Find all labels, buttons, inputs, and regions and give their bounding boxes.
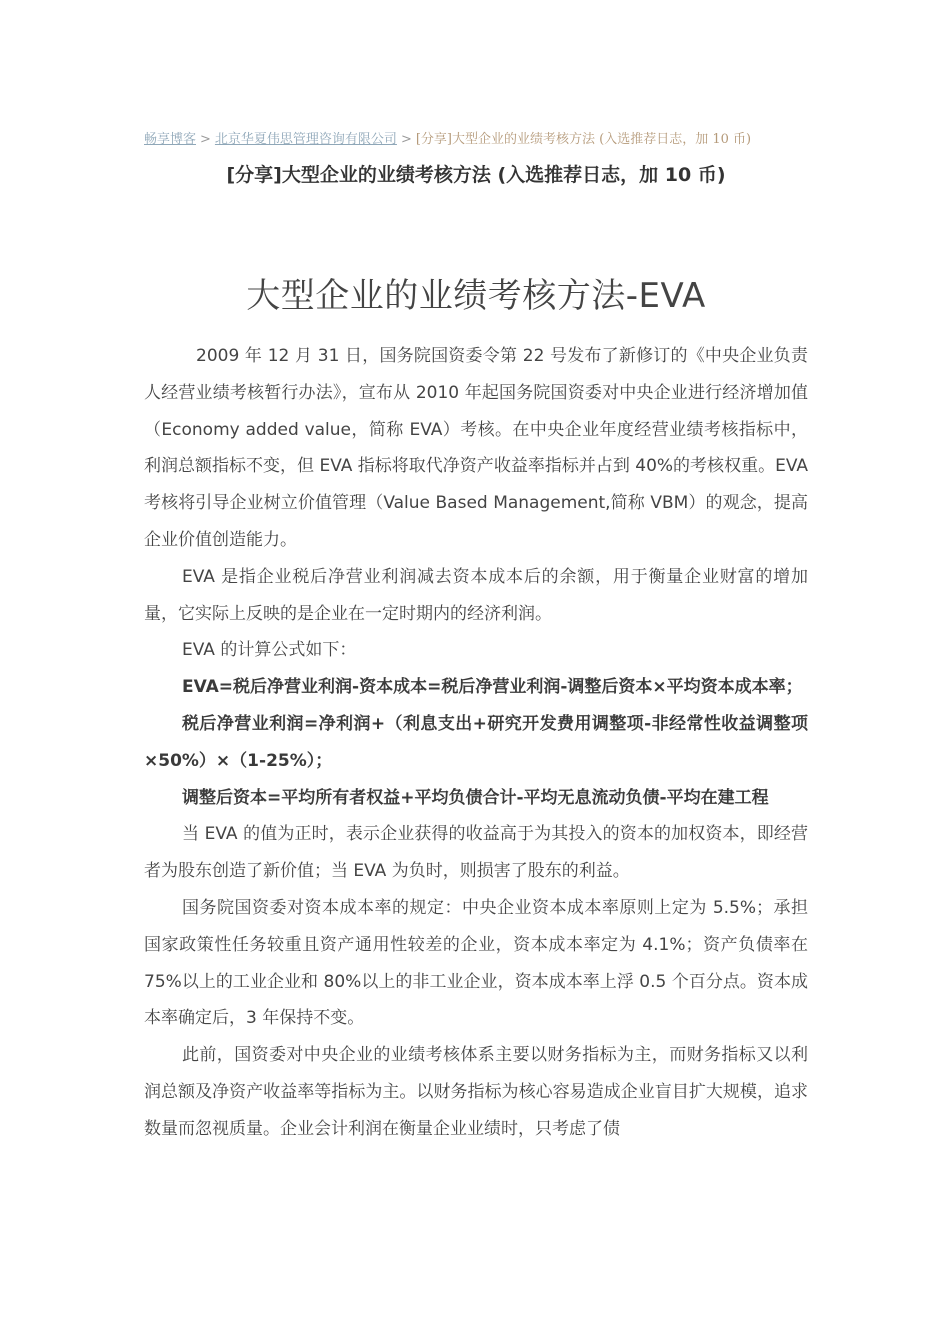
document-title: 大型企业的业绩考核方法-EVA (246, 276, 706, 316)
breadcrumb-current: [分享]大型企业的业绩考核方法 (入选推荐日志，加 10 币) (415, 132, 752, 147)
document-body (144, 338, 808, 1148)
formula-nopat: 税后净营业利润=净利润+（利息支出+研究开发费用调整项-非经常性收益调整项×50%）×（1-25%）； (144, 713, 808, 771)
paragraph-formula-intro: EVA 的计算公式如下： (182, 640, 357, 661)
paragraph-intro: 2009 年 12 月 31 日，国务院国资委令第 22 号发布了新修订的《中央企业负责人经营业绩考核暂行办法》，宣布从 2010 年起国务院国资委对中央企业进行经济增加值（Economy added value，简称 EVA）考核。在中央企业年度经营业绩考核指标中，利润总额指标不变，但 EVA 指标将取代净资产收益率指标并占到 40%的考核权重。EVA 考核将引导企业树立价值管理（Value Based Management,简称 VBM）的观念，提高企业价值创造能力。 (144, 346, 808, 550)
paragraph-eva-definition: EVA 是指企业税后净营业利润减去资本成本后的余额，用于衡量企业财富的增加量，它实际上反映的是企业在一定时期内的经济利润。 (144, 566, 808, 624)
breadcrumb-separator: > (400, 132, 412, 147)
formula-adjusted-capital: 调整后资本=平均所有者权益+平均负债合计-平均无息流动负债-平均在建工程 (182, 787, 769, 808)
formula-eva: EVA=税后净营业利润-资本成本=税后净营业利润-调整后资本×平均资本成本率； (182, 677, 803, 698)
post-title: [分享]大型企业的业绩考核方法 (入选推荐日志，加 10 币) (226, 164, 726, 186)
breadcrumb-separator: > (200, 132, 211, 147)
breadcrumb (144, 128, 808, 147)
breadcrumb-company-link[interactable]: 北京华夏伟思管理咨询有限公司 (214, 132, 397, 147)
paragraph-eva-sign: 当 EVA 的值为正时，表示企业获得的收益高于为其投入的资本的加权资本，即经营者为股东创造了新价值；当 EVA 为负时，则损害了股东的利益。 (144, 824, 808, 882)
paragraph-previous-system: 此前，国资委对中央企业的业绩考核体系主要以财务指标为主，而财务指标又以利润总额及净资产收益率等指标为主。以财务指标为核心容易造成企业盲目扩大规模，追求数量而忽视质量。企业会计利润在衡量企业业绩时，只考虑了债 (144, 1045, 808, 1139)
paragraph-cost-of-capital: 国务院国资委对资本成本率的规定：中央企业资本成本率原则上定为 5.5%；承担国家政策性任务较重且资产通用性较差的企业，资本成本率定为 4.1%；资产负债率在 75%以上的工业企业和 80%以上的非工业企业，资本成本率上浮 0.5 个百分点。资本成本率确定后，3 年保持不变。 (144, 897, 808, 1029)
breadcrumb-blog-link[interactable]: 畅享博客 (144, 132, 197, 147)
